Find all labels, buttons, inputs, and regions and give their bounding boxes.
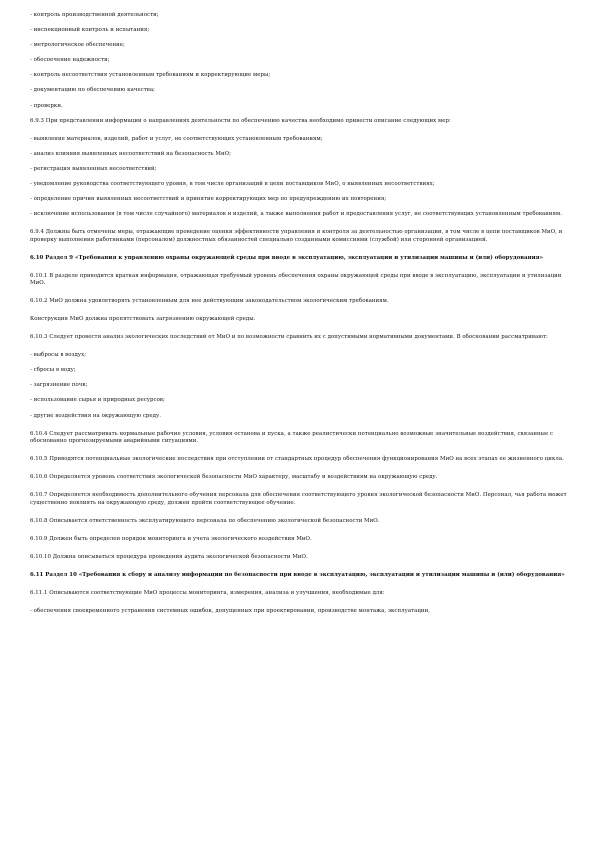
list-item: - другие воздействия на окружающую среду. (30, 412, 161, 419)
paragraph: 6.10.9 Должен быть определен порядок мониторинга и учета экологического воздействия МиО. (30, 535, 312, 542)
list-item: - сбросы в воду; (30, 367, 76, 374)
paragraph: 6.10.4 Следует рассматривать нормальные рабочие условия, условия останова и пуска, а также реалистически потенциально возможные значительные воздействия, связанные с обоснованно прогнозируемыми аварийными ситуациями. (30, 430, 554, 445)
list-item: - загрязнение почв; (30, 382, 88, 389)
list-item: - проверки. (30, 102, 63, 109)
list-item: - определение причин выявленных несоответствий и принятие корректирующих мер по предупреждению их повторения; (30, 196, 387, 203)
list-item: - контроль производственной деятельности; (30, 12, 159, 18)
paragraph: 6.10.6 Определяется уровень соответствия экологической безопасности МиО характеру, масштабу и воздействиям на окружающую среду. (30, 474, 438, 481)
paragraph: 6.10.8 Описывается ответственность эксплуатирующего персонала по обеспечению экологической безопасности МиО. (30, 517, 380, 524)
paragraph: 6.10.5 Приводятся потенциальные экологические последствия при отступлении от стандартных процедур обеспечения функционирования МиО на всех этапах ее жизненного цикла. (30, 456, 564, 463)
list-item: - исключение использования (в том числе случайного) материалов и изделий, а также выполнения работ и предоставления услуг, не соответствующих установленным требованиям. (30, 211, 563, 218)
list-item: - уведомление руководства соответствующего уровня, в том числе организаций в цепи поставщиков МиО, о выявленных несоответствиях; (30, 180, 435, 187)
list-item: - документацию по обеспечению качества; (30, 87, 156, 94)
list-item: - использование сырья и природных ресурсов; (30, 397, 165, 404)
list-item: - инспекционный контроль и испытания; (30, 27, 150, 34)
paragraph: 6.10.3 Следует провести анализ экологических последствий от МиО и по возможности сравнить их с допустимыми нормативными документами. В обосновании рассматривают: (30, 334, 548, 341)
paragraph: 6.9.4 Должны быть отмечены меры, отражающие проведение оценки эффективности управления и контроля за деятельностью организации, в том числе в цепи поставщиков МиО, и проверку выполнения работниками (персоналом) должностных обязанностей специально созданными комиссиями (службой) или сторонней организацией. (30, 229, 563, 243)
list-item: - регистрация выявленных несоответствий; (30, 165, 157, 172)
list-item: - обеспечение надежности; (30, 57, 110, 64)
list-item: - выбросы в воздух; (30, 352, 87, 359)
paragraph: 6.11.1 Описываются соответствующие МиО процессы мониторинга, измерения, анализа и улучшения, необходимые для: (30, 589, 385, 596)
paragraph: Конструкция МиО должна препятствовать загрязнению окружающей среды. (30, 316, 256, 323)
paragraph: 6.10.7 Определяется необходимость дополнительного обучения персонала для обеспечения соответствующего уровня экологической безопасности МиО. Персонал, чья работа может существенно повлиять на окружающую среду, должен пройти соответствующее обучение. (30, 492, 567, 506)
list-item: - выявление материалов, изделий, работ и услуг, не соответствующих установленным требованиям; (30, 135, 323, 142)
paragraph: 6.9.3 При представлении информации о направлениях деятельности по обеспечению качества необходимо привести описание следующих мер: (30, 117, 451, 124)
paragraph: 6.10.10 Должна описываться процедура проведения аудита экологической безопасности МиО. (30, 553, 308, 560)
list-item: - обеспечения своевременного устранения системных ошибок, допущенных при проектировании, производстве монтажа, эксплуатации, (30, 607, 430, 614)
section-heading: 6.11 Раздел 10 «Требования к сбору и анализу информации по безопасности при вводе в эксплуатацию, эксплуатации и утилизации машины и (или) оборудования» (30, 571, 565, 578)
list-item: - метрологическое обеспечение; (30, 42, 125, 49)
paragraph: 6.10.1 В разделе приводится краткая информация, отражающая требуемый уровень обеспечения охраны окружающей среды при вводе в эксплуатацию, эксплуатации и утилизации МиО. (30, 272, 562, 287)
section-heading: 6.10 Раздел 9 «Требования к управлению охраны окружающей среды при вводе в эксплуатацию, эксплуатации и утилизации машины и (или) оборудования» (30, 254, 544, 261)
paragraph: 6.10.2 МиО должна удовлетворять установленным для нее действующим законодательством экологическим требованиям. (30, 298, 389, 305)
list-item: - контроль несоответствия установленным требованиям и корректирующие меры; (30, 72, 271, 79)
list-item: - анализ влияния выявленных несоответствий на безопасность МиО; (30, 150, 231, 157)
